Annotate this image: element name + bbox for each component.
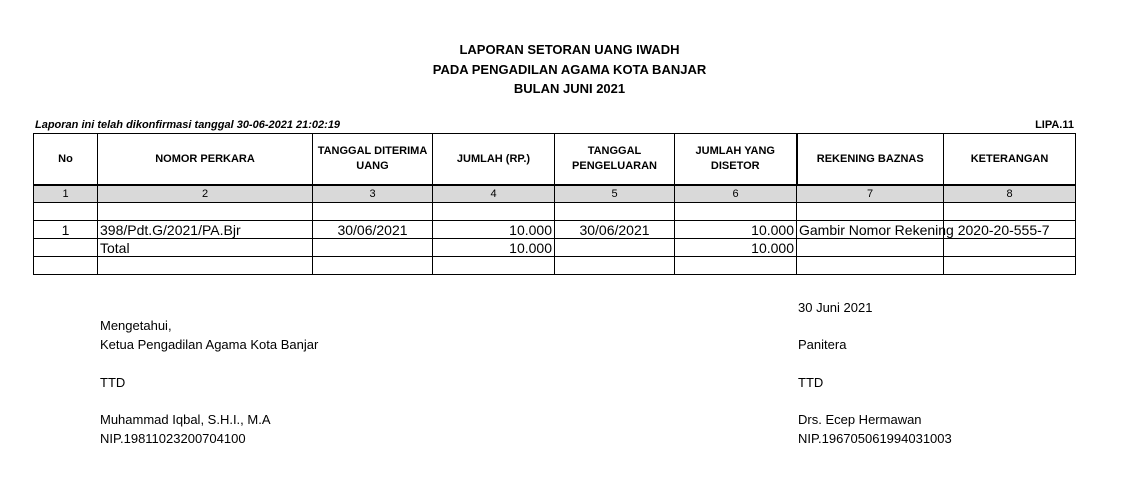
column-number: 2 xyxy=(98,185,313,203)
cell-received-date: 30/06/2021 xyxy=(313,221,433,239)
empty-row xyxy=(34,257,1076,275)
column-number: 6 xyxy=(675,185,797,203)
column-number: 7 xyxy=(797,185,944,203)
column-number: 5 xyxy=(555,185,675,203)
column-number-row xyxy=(34,185,1076,203)
column-header: TANGGAL PENGELUARAN xyxy=(555,134,675,186)
column-header: NOMOR PERKARA xyxy=(98,134,313,186)
column-header: REKENING BAZNAS xyxy=(797,134,944,186)
cell-no: 1 xyxy=(34,221,98,239)
total-deposited: 10.000 xyxy=(675,239,797,257)
left-acknowledge: Mengetahui, xyxy=(100,318,172,333)
column-header: TANGGAL DITERIMA UANG xyxy=(313,134,433,186)
report-table xyxy=(33,133,1076,275)
report-subtitle: PADA PENGADILAN AGAMA KOTA BANJAR xyxy=(432,62,707,77)
cell-amount: 10.000 xyxy=(433,221,555,239)
right-signer-nip: NIP.196705061994031003 xyxy=(798,431,952,446)
cell-expense-date: 30/06/2021 xyxy=(555,221,675,239)
right-date: 30 Juni 2021 xyxy=(798,300,873,315)
column-number: 8 xyxy=(944,185,1076,203)
right-signer-name: Drs. Ecep Hermawan xyxy=(798,412,922,427)
total-amount: 10.000 xyxy=(433,239,555,257)
report-period: BULAN JUNI 2021 xyxy=(513,81,626,96)
report-code: LIPA.11 xyxy=(1035,119,1074,131)
confirmation-note: Laporan ini telah dikonfirmasi tanggal 30-06-2021 21:02:19 xyxy=(35,119,341,131)
right-position: Panitera xyxy=(798,337,847,352)
column-number: 1 xyxy=(34,185,98,203)
total-row xyxy=(34,239,1076,257)
cell-deposited: 10.000 xyxy=(675,221,797,239)
empty-row xyxy=(34,203,1076,221)
column-header: KETERANGAN xyxy=(944,134,1076,186)
right-ttd: TTD xyxy=(798,375,824,390)
column-number: 3 xyxy=(313,185,433,203)
table-row xyxy=(34,221,1076,239)
column-header: JUMLAH (RP.) xyxy=(433,134,555,186)
total-label: Total xyxy=(98,239,313,257)
left-position: Ketua Pengadilan Agama Kota Banjar xyxy=(100,337,319,352)
left-ttd: TTD xyxy=(100,375,126,390)
cell-baznas-account: Gambir Nomor Rekening 2020-20-555-7 xyxy=(797,221,944,239)
report-title: LAPORAN SETORAN UANG IWADH xyxy=(459,42,680,57)
column-header: JUMLAH YANG DISETOR xyxy=(675,134,797,186)
left-signer-nip: NIP.19811023200704100 xyxy=(100,431,246,446)
column-header: No xyxy=(34,134,98,186)
table-header-row xyxy=(34,134,1076,186)
cell-case-number: 398/Pdt.G/2021/PA.Bjr xyxy=(98,221,313,239)
left-signer-name: Muhammad Iqbal, S.H.I., M.A xyxy=(100,412,271,427)
column-number: 4 xyxy=(433,185,555,203)
